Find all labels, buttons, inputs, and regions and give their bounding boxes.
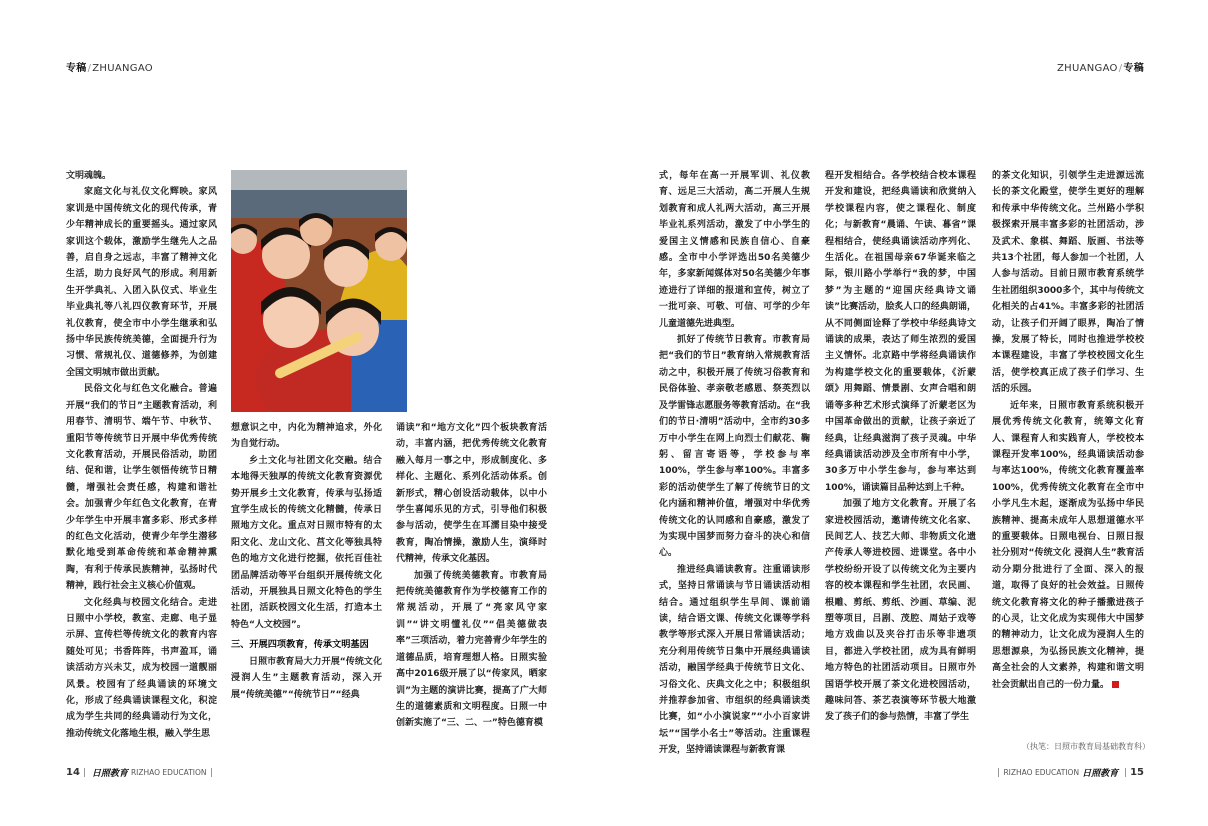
header-separator: / (1118, 63, 1123, 74)
author-credit: （执笔：日照市教育局基础教育科） (1022, 742, 1150, 751)
section-header-left (66, 59, 153, 74)
section-title: 专稿 (66, 63, 87, 74)
paragraph: 想意识之中，内化为精神追求，外化为自觉行动。 (231, 423, 382, 450)
end-mark-icon (1112, 681, 1119, 688)
paragraph: 民俗文化与红色文化融合。普遍开展“我们的节日”主题教育活动，利用春节、清明节、端午节、中秋节、重阳节等传统节日开展中华优秀传统文化教育活动，开展民俗活动，助团结、促和谐，让学生领悟传统节日精髓，增强社会责任感，构建和谐社会。加强青少年红色文化教育，在青少年学生中开展丰富多彩、形式多样的红色文化活动，使青少年学生潜移默化地受到革命传统和革命精神熏陶，有利于传承民族精神，弘扬时代精神，践行社会主义核心价值观。 (66, 384, 217, 592)
students-photo (231, 170, 407, 412)
paragraph: 文化经典与校园文化结合。走进日照中小学校，教室、走廊、电子显示屏、宣传栏等传统文化的教育内容随处可见；书香阵阵，书声盈耳，诵读活动方兴未艾，成为校园一道靓丽风景。校园有了经典诵读的环境文化，形成了经典诵读课程文化，积淀成为学生共同的经典诵动行为文化，推动传统文化落地生根，融入学生思 (66, 597, 217, 739)
divider (1125, 768, 1126, 777)
divider (998, 768, 999, 777)
article-column-3 (396, 420, 547, 732)
section-title: 专稿 (1123, 63, 1144, 74)
paragraph (992, 398, 1144, 693)
footer-right (994, 766, 1144, 779)
magazine-name-en: RIZHAO EDUCATION (130, 768, 207, 777)
students-photo-illustration (231, 170, 407, 412)
article-column-1 (66, 168, 217, 742)
paragraph: 抓好了传统节日教育。市教育局把“我们的节日”教育纳入常规教育活动之中，积极开展了传统习俗教育和民俗体验、孝亲敬老感恩、祭英烈以及学雷锋志愿服务等教育活动。在“我们的节日·清明”活动中，全市约30多万中小学生在网上向烈士们献花、鞠躬、留言寄语等，学校参与率100%，学生参与率100%。丰富多彩的活动使学生了解了传统节日的文化内涵和精神价值，增强对中华优秀传统文化的认同感和自豪感，激发了为实现中国梦而努力奋斗的决心和信心。 (659, 335, 810, 559)
article-column-2 (231, 420, 382, 703)
paragraph: 加强了地方文化教育。开展了名家进校园活动，邀请传统文化名家、民间艺人、技艺大师、非物质文化遗产传承人等进校园、进课堂。各中小学校纷纷开设了以传统文化为主要内容的校本课程和学生社团，农民画、根雕、剪纸、剪纸、沙画、草编、泥塑等项目，吕剧、茂腔、周姑子戏等地方戏曲以及夹谷打击乐等非遗项目，都进入学校社团，成为具有鲜明地方特色的社团活动项目。日照市外国语学校开展了茶文化进校园活动，趣味问答、茶艺表演等环节极大地激发了孩子们的参与热情，丰富了学生 (825, 499, 976, 723)
divider (84, 768, 85, 777)
subsection-heading: 三、开展四项教育，传承文明基因 (231, 639, 369, 651)
section-latin: ZHUANGAO (92, 63, 153, 74)
paragraph-text: 近年来，日照市教育系统积极开展优秀传统文化教育，统筹文化育人、课程育人和实践育人，学校校本课程开发率100%，经典诵读活动参与率达100%，传统文化教育覆盖率100%，优秀传统文化教育在全市中小学凡生木起，逐渐成为弘扬中华民族精神、提高未成年人思想道德水平的重要载体。日照电视台、日照日报社分别对“传统文化 浸润人生”教育活动分期分批进行了全面、深入的报道，取得了良好的社会效益。日照传统文化教育将文化的种子播撒进孩子的心灵，让文化成为实现伟大中国梦的精神动力，让文化成为浸润人生的思想源泉，为弘扬民族文化精神，提高全社会的人文素养，构建和谐文明社会贡献出自己的一份力量。 (992, 400, 1144, 690)
paragraph: 文明魂魄。 (66, 171, 112, 181)
article-column-5 (825, 168, 976, 726)
section-header-right (1057, 59, 1144, 74)
right-page (604, 0, 1208, 826)
divider (211, 768, 212, 777)
paragraph: 乡土文化与社团文化交融。结合本地得天独厚的传统文化教育资源优势开展乡土文化教育，传承与弘扬适宜学生成长的传统文化精髓，传承日照地方文化。重点对日照市特有的太阳文化、龙山文化、莒文化等独具特色的地方文化进行挖掘，依托百佳社团品牌活动等平台组织开展传统文化活动，开展独具日照文化特色的学生社团，活跃校园文化生活，打造本土特色“人文校园”。 (231, 455, 382, 630)
header-separator: / (87, 63, 92, 74)
page-number: 14 (66, 767, 80, 778)
section-latin: ZHUANGAO (1057, 63, 1118, 74)
paragraph: 式，每年在高一开展军训、礼仪教育、远足三大活动，高二开展人生规划教育和成人礼两大活动，高三开展毕业礼系列活动，激发了中小学生的爱国主义情感和民族自信心、自豪感。全市中小学评选出50名美德少年，多家新闻媒体对50名美德少年事迹进行了详细的报道和宣传，树立了一批可亲、可敬、可信、可学的少年儿童道德先进典型。 (659, 171, 810, 329)
page-number: 15 (1130, 767, 1144, 778)
paragraph: 推进经典诵读教育。注重诵读形式，坚持日常诵读与节日诵读活动相结合。通过组织学生早间、课前诵读，结合语文课、传统文化课等学科教学等形式深入开展日常诵读活动；充分利用传统节日集中开展经典诵读活动，融国学经典于传统节日文化、习俗文化、庆典文化之中；积极组织并推荐参加省、市组织的经典诵读类比赛，如“小小演说家”“小小百家讲坛”“国学小名士”等活动。注重课程开发，坚持诵读课程与新教育课 (659, 564, 810, 756)
paragraph: 诵读”和“地方文化”四个板块教育活动，丰富内涵，把优秀传统文化教育融入每月一事之中，形成制度化、多样化、主题化、系列化活动体系。创新形式，精心创设活动载体，以中小学生喜闻乐见的方式，引导他们积极参与活动，使学生在耳濡目染中接受教育，陶冶情操，激励人生，演绎时代精神，传承文化基因。 (396, 423, 547, 565)
article-column-6 (992, 168, 1144, 693)
footer-left (66, 766, 216, 779)
magazine-logo: 日照教育 (1082, 769, 1119, 779)
paragraph: 家庭文化与礼仪文化辉映。家风家训是中国传统文化的现代传承，青少年精神成长的重要摇头。通过家风家训这个载体，激励学生继先人之品善，启自身之远志，丰富了精神文化生活，助力良好风气的形成。利用新生开学典礼、入团入队仪式、毕业生毕业典礼等八礼四仪教育环节，开展礼仪教育，使全市中小学生继承和弘扬中华民族传统美德，全面提升行为习惯、常规礼仪、道德修养，为创建全国文明城市做出贡献。 (66, 187, 217, 378)
paragraph: 程开发相结合。各学校结合校本课程开发和建设，把经典诵读和欣赏纳入学校课程内容，使之课程化、制度化；与新教育“晨诵、午读、暮省”课程相结合，使经典诵读活动序列化、生活化。在祖国母亲67华诞来临之际，银川路小学举行“我的梦，中国梦”为主题的“迎国庆经典诗文诵读”比赛活动，脍炙人口的经典朗诵，从不同侧面诠释了学校中华经典诗文诵读的成果，表达了师生浓烈的爱国主义情怀。北京路中学将经典诵读作为构建学校文化的重要载体，《沂蒙颂》用舞蹈、情景剧、女声合唱和朗诵等多种艺术形式演绎了沂蒙老区为中国革命做出的贡献，让孩子亲近了经典，让经典滋润了孩子灵魂。中华经典诵读活动涉及全市所有中小学，30多万中小学生参与，参与率达到100%，诵读篇目品种达到上千种。 (825, 171, 976, 493)
paragraph: 加强了传统美德教育。市教育局把传统美德教育作为学校德育工作的常规活动，开展了“亮家风守家训”“讲文明懂礼仪”“倡美德做表率”三项活动，着力完善青少年学生的道德品质，培育理想人格。日照实验高中2016级开展了以“传家风，晒家训”为主题的演讲比赛，提高了广大师生的道德素质和文明程度。日照一中创新实施了“三、二、一”特色德育模 (396, 570, 547, 729)
magazine-name-en: RIZHAO EDUCATION (1003, 768, 1080, 777)
paragraph: 的茶文化知识，引领学生走进源远流长的茶文化殿堂，使学生更好的理解和传承中华传统文化。兰州路小学积极探索开展丰富多彩的社团活动，涉及武术、象棋、舞蹈、版画、书法等共13个社团，每人参加一个社团，人人参与活动。目前日照市教育系统学生社团组织3000多个，其中与传统文化相关的占41%。丰富多彩的社团活动，让孩子们开阔了眼界，陶冶了情操，发展了特长，同时也推进学校校本课程建设，丰富了学校校园文化生活，使学校真正成了孩子们学习、生活的乐园。 (992, 171, 1144, 395)
magazine-logo: 日照教育 (91, 769, 128, 779)
paragraph: 日照市教育局大力开展“传统文化 浸润人生”主题教育活动，深入开展“传统美德”“传统节日”“经典 (231, 656, 382, 700)
article-column-4 (659, 168, 810, 759)
